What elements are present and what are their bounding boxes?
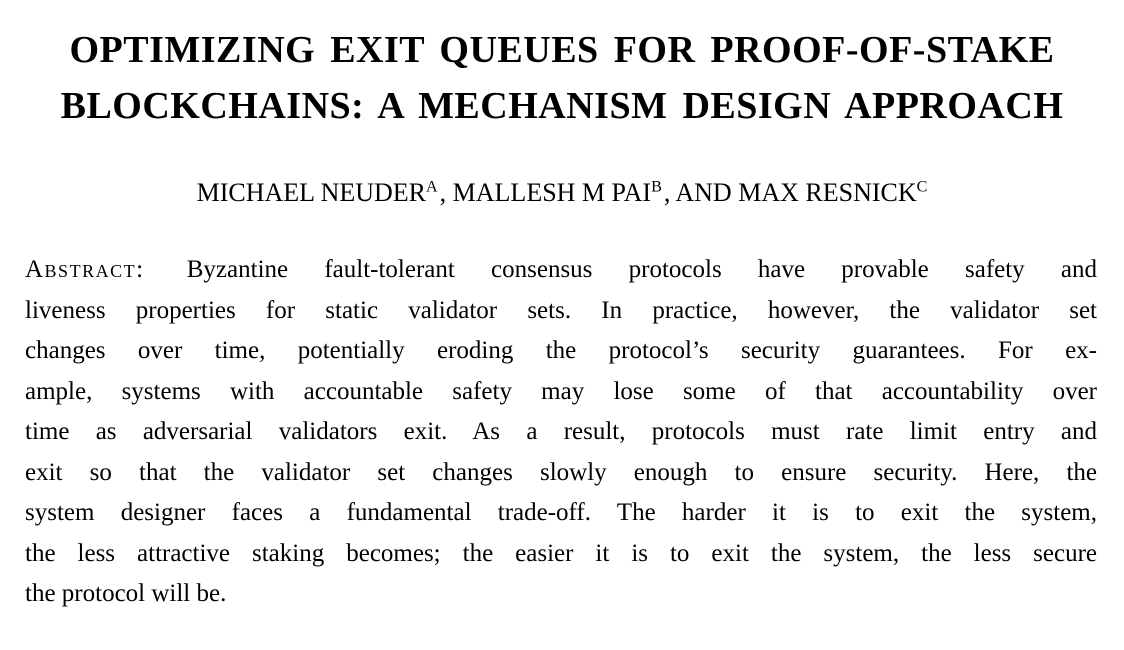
paper-title [0,0,1124,134]
author-separator-1: , [439,178,453,207]
author-separator-2: , AND [663,178,739,207]
abstract-line: the less attractive staking becomes; the easier it is to exit the system, the less secure [25,539,1097,567]
title-line-2: BLOCKCHAINS: A MECHANISM DESIGN APPROACH [60,85,1064,127]
abstract-section [0,250,1124,615]
author-name-3: MAX RESNICK [738,178,917,207]
abstract-line: changes over time, potentially eroding the protocol’s security guarantees. For ex- [25,337,1097,364]
abstract-line: the protocol will be. [25,580,227,607]
author-affiliation-mark-2: B [651,178,662,196]
abstract-line: time as adversarial validators exit. As a result, protocols must rate limit entry and [25,418,1097,445]
abstract-line: system designer faces a fundamental trade-off. The harder it is to exit the system, [25,499,1097,526]
abstract-label: Abstract: [25,256,145,283]
author-name-2: MALLESH M PAI [452,178,652,207]
abstract-line: liveness properties for static validator sets. In practice, however, the validator set [25,296,1097,324]
title-line-1: OPTIMIZING EXIT QUEUES FOR PROOF-OF-STAKE [69,29,1055,71]
author-name-1: MICHAEL NEUDER [196,178,427,207]
author-affiliation-mark-1: A [426,178,438,196]
abstract-line-text: Byzantine fault-tolerant consensus protocols have provable safety and [186,256,1097,283]
abstract-line [25,250,1097,291]
author-affiliation-mark-3: C [916,178,928,196]
authors-line [0,178,1124,208]
abstract-line: exit so that the validator set changes slowly enough to ensure security. Here, the [25,458,1097,486]
abstract-line: ample, systems with accountable safety may lose some of that accountability over [25,377,1097,405]
